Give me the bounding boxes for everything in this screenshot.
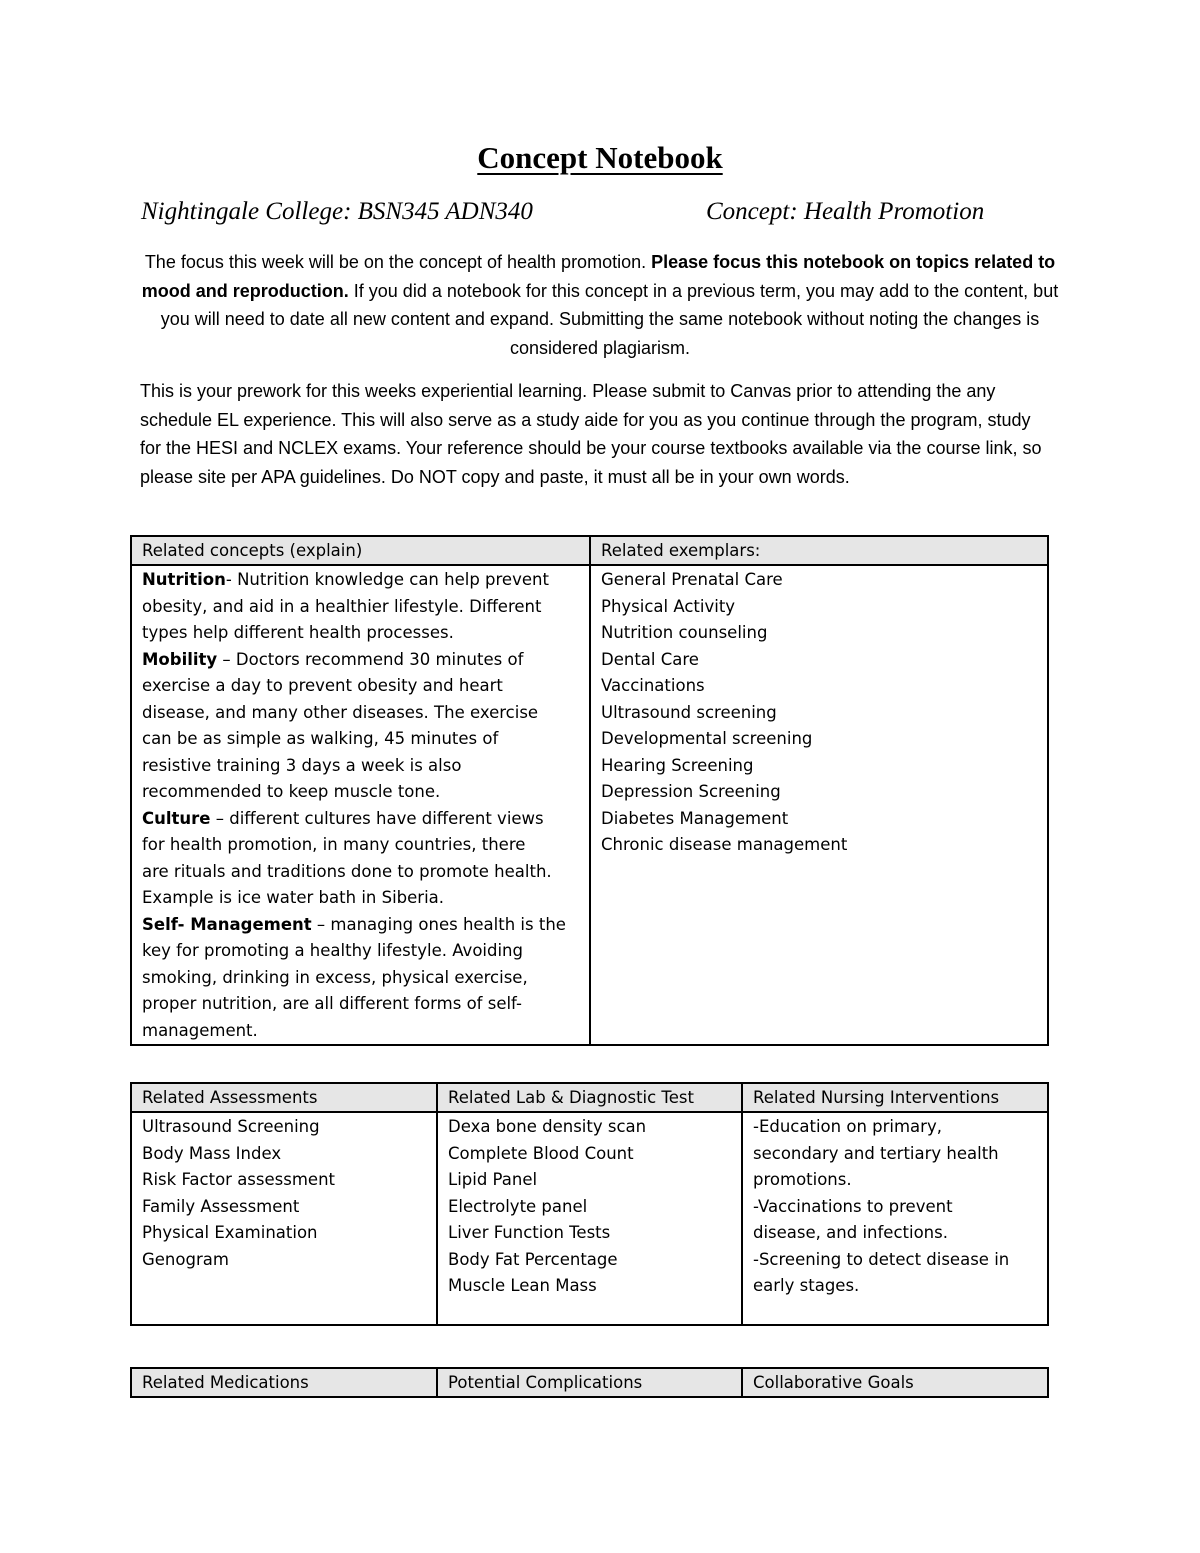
intervention-line: -Education on primary, <box>753 1117 942 1136</box>
concept-line: resistive training 3 days a week is also <box>142 755 462 775</box>
concept-line: smoking, drinking in excess, physical exercise, <box>142 967 528 987</box>
intervention-line: disease, and infections. <box>753 1223 948 1242</box>
related-concepts-cell <box>131 565 590 1045</box>
assessments-table-header-row <box>131 1083 1048 1112</box>
exemplar-item: Depression Screening <box>601 782 781 801</box>
header-related-lab-tests: Related Lab & Diagnostic Test <box>437 1083 742 1112</box>
medications-table <box>130 1367 1049 1398</box>
concept-line: management. <box>142 1020 258 1040</box>
concept-text: – managing ones health is the <box>311 914 566 934</box>
concept-line <box>142 567 579 594</box>
concept-line: Example is ice water bath in Siberia. <box>142 888 445 907</box>
concept-text: – Doctors recommend 30 minutes of <box>217 649 524 669</box>
concepts-table-row <box>131 565 1048 1045</box>
exemplar-item: Dental Care <box>601 649 699 669</box>
assessment-item: Genogram <box>142 1249 229 1269</box>
lab-item: Muscle Lean Mass <box>448 1276 597 1295</box>
concept-line: for health promotion, in many countries, there <box>142 835 526 854</box>
concept-text: - Nutrition knowledge can help prevent <box>225 570 549 589</box>
intro-text-2: If you did a notebook for this concept in a previous term, you may add to the content, but you will need to date all new content and expand. Submitting the same notebook without noting the changes is considered plagiarism. <box>160 280 1059 358</box>
assessment-item: Body Mass Index <box>142 1143 282 1163</box>
exemplar-item: General Prenatal Care <box>601 570 783 589</box>
concept-label-mobility: Mobility <box>142 649 218 669</box>
exemplar-item: Nutrition counseling <box>601 623 768 642</box>
concept-line <box>142 912 579 939</box>
intervention-line: secondary and tertiary health <box>753 1143 999 1163</box>
college-course-label: Nightingale College: BSN345 ADN340 <box>141 198 533 225</box>
exemplar-item: Hearing Screening <box>601 755 754 775</box>
concept-label: Concept: Health Promotion <box>706 198 985 225</box>
header-related-exemplars: Related exemplars: <box>590 536 1048 565</box>
page-title: Concept Notebook <box>477 140 723 175</box>
exemplar-item: Chronic disease management <box>601 835 848 854</box>
concept-line: exercise a day to prevent obesity and heart <box>142 676 503 695</box>
assessment-item: Physical Examination <box>142 1223 318 1242</box>
exemplar-item: Physical Activity <box>601 596 736 616</box>
concept-line: types help different health processes. <box>142 623 454 642</box>
header-related-medications: Related Medications <box>131 1368 437 1397</box>
header-potential-complications: Potential Complications <box>437 1368 742 1397</box>
lab-item: Dexa bone density scan <box>448 1117 647 1136</box>
intro-text-1: The focus this week will be on the concept of health promotion. <box>144 252 652 272</box>
assessments-table <box>130 1082 1049 1326</box>
concepts-table <box>130 535 1049 1046</box>
concept-label-self-management: Self- Management <box>142 914 312 934</box>
medications-table-header-row <box>131 1368 1048 1397</box>
prework-paragraph: This is your prework for this weeks experiential learning. Please submit to Canvas prior to attending the any schedule EL experience. This will also serve as a study aide for you as you continue through the program, study for the HESI and NCLEX exams. Your reference should be your course textbooks available via the course link, so please site per APA guidelines. Do NOT copy and paste, it must all be in your own words. <box>140 381 1042 487</box>
concept-text: – different cultures have different views <box>210 808 544 828</box>
header-related-assessments: Related Assessments <box>131 1083 437 1112</box>
related-assessments-cell <box>131 1112 437 1325</box>
intervention-line: early stages. <box>753 1276 860 1295</box>
exemplar-item: Ultrasound screening <box>601 702 777 722</box>
lab-item: Lipid Panel <box>448 1170 538 1189</box>
concept-line: proper nutrition, are all different forms of self- <box>142 994 522 1013</box>
intro-paragraph <box>140 248 1060 362</box>
exemplar-item: Developmental screening <box>601 729 813 748</box>
related-labs-cell <box>437 1112 742 1325</box>
concept-line <box>142 806 579 833</box>
concept-line: obesity, and aid in a healthier lifestyle. Different <box>142 596 542 616</box>
assessment-item: Family Assessment <box>142 1196 300 1216</box>
intro-bold-text: Please focus this notebook on topics related to mood and reproduction. <box>141 252 1056 301</box>
concept-label-nutrition: Nutrition <box>142 570 226 589</box>
header-related-concepts: Related concepts (explain) <box>131 536 590 565</box>
concepts-table-header-row <box>131 536 1048 565</box>
concept-line: key for promoting a healthy lifestyle. Avoiding <box>142 941 523 960</box>
related-interventions-cell <box>742 1112 1048 1325</box>
exemplar-item: Diabetes Management <box>601 808 789 828</box>
lab-item: Body Fat Percentage <box>448 1249 618 1269</box>
intervention-line: -Vaccinations to prevent <box>753 1196 953 1216</box>
concept-line: are rituals and traditions done to promote health. <box>142 861 552 881</box>
concept-label-culture: Culture <box>142 808 211 828</box>
header-collaborative-goals: Collaborative Goals <box>742 1368 1048 1397</box>
intervention-line: -Screening to detect disease in <box>753 1249 1010 1269</box>
assessment-item: Ultrasound Screening <box>142 1117 320 1136</box>
concept-line: disease, and many other diseases. The exercise <box>142 702 539 722</box>
concept-line <box>142 647 579 674</box>
header-related-nursing-interventions: Related Nursing Interventions <box>742 1083 1048 1112</box>
lab-item: Liver Function Tests <box>448 1223 611 1242</box>
lab-item: Electrolyte panel <box>448 1196 588 1216</box>
related-exemplars-cell <box>590 565 1048 1045</box>
assessments-table-row <box>131 1112 1048 1325</box>
assessment-item: Risk Factor assessment <box>142 1170 335 1189</box>
exemplar-item: Vaccinations <box>601 676 705 695</box>
lab-item: Complete Blood Count <box>448 1143 634 1163</box>
intervention-line: promotions. <box>753 1170 852 1189</box>
concept-line: can be as simple as walking, 45 minutes of <box>142 729 499 748</box>
concept-line: recommended to keep muscle tone. <box>142 782 441 801</box>
